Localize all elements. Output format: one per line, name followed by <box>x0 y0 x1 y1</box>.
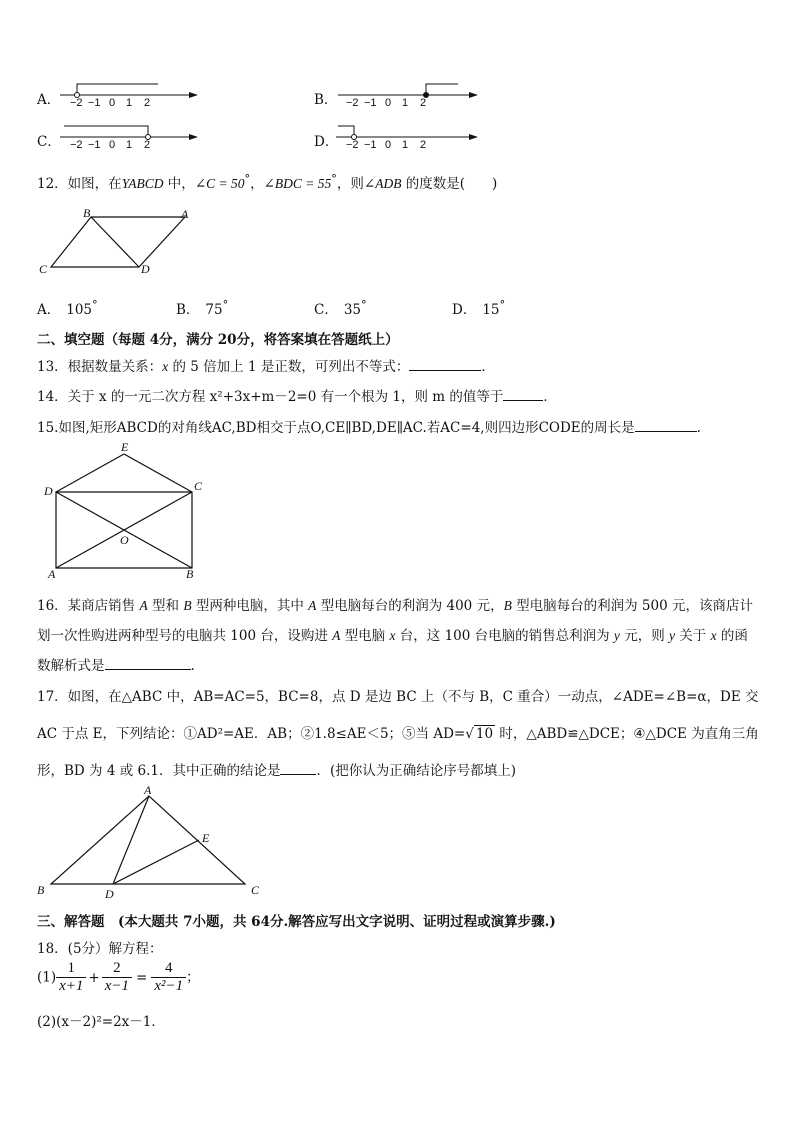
question-12: 12．如图，在YABCD 中，∠C = 50°，∠BDC = 55°，则∠ADB 的度数是( ) <box>37 172 498 192</box>
question-16-line-1: 16．某商店销售 A 型和 B 型两种电脑，其中 A 型电脑每台的利润为 400 元，B 型电脑每台的利润为 500 元，该商店计 <box>37 598 753 614</box>
q12-option-d: D． 15° <box>452 298 506 318</box>
tick-label: 1 <box>126 139 133 151</box>
fraction: $\frac{1}{x+1}$ <box>56 960 86 995</box>
q12-option-b: B． 75° <box>176 298 229 318</box>
tick-label: 0 <box>385 97 392 109</box>
question-18-header: 18．(5分）解方程： <box>37 941 163 957</box>
tick-label: −2 <box>70 139 83 151</box>
parallelogram-symbol: Y <box>121 176 129 191</box>
vertex-label-a: A <box>181 207 189 221</box>
question-17-line-3: 形，BD 为 4 或 6.1．其中正确的结论是 ．(把你认为正确结论序号都填上) <box>37 763 517 779</box>
section-3-title: 三、解答题 (本大题共 7小题，共 64分.解答应写出文字说明、证明过程或演算步骤.) <box>37 914 556 930</box>
vertex-label-c: C <box>194 479 203 493</box>
tick-label: 2 <box>144 97 151 109</box>
vertex-label-a: A <box>48 567 56 581</box>
vertex-label-d: D <box>44 484 53 498</box>
option-c-label: C． <box>37 134 61 150</box>
vertex-label-e: E <box>121 440 129 454</box>
rectangle-figure <box>42 440 212 585</box>
tick-label: −2 <box>346 139 359 151</box>
tick-label: 2 <box>420 97 427 109</box>
vertex-label-a: A <box>144 783 152 797</box>
tick-label: −1 <box>88 139 101 151</box>
section-2-title: 二、填空题（每题 4分，满分 20分，将答案填在答题纸上） <box>37 332 399 348</box>
vertex-label-o: O <box>120 533 129 547</box>
question-16-line-3: 数解析式是 . <box>37 658 195 674</box>
vertex-label-c: C <box>251 883 260 897</box>
vertex-label-e: E <box>202 831 210 845</box>
tick-label: 0 <box>109 139 116 151</box>
vertex-label-c: C <box>39 262 48 276</box>
option-a-label: A． <box>37 92 61 108</box>
question-15: 15.如图,矩形ABCD的对角线AC,BD相交于点O,CE∥BD,DE∥AC.若AC=4,则四边形CODE的周长是 . <box>37 420 701 436</box>
tick-label: 1 <box>402 97 409 109</box>
tick-label: 2 <box>144 139 151 151</box>
vertex-label-b: B <box>83 206 91 220</box>
tick-label: 1 <box>126 97 133 109</box>
answer-blank[interactable] <box>503 388 543 401</box>
q12-option-a: A． 105° <box>37 298 98 318</box>
vertex-label-d: D <box>105 887 114 900</box>
question-16-line-2: 划一次性购进两种型号的电脑共 100 台，设购进 A 型电脑 x 台，这 100 台电脑的销售总利润为 y 元，则 y 关于 x 的函 <box>37 628 748 644</box>
vertex-label-b: B <box>37 883 45 897</box>
tick-label: 0 <box>385 139 392 151</box>
fraction: $\frac{4}{\text{x²−1}}$ <box>151 960 186 995</box>
question-14: 14．关于 x 的一元二次方程 x²+3x+m－2=0 有一个根为 1，则 m 的值等于 ． <box>37 389 557 405</box>
answer-blank[interactable] <box>280 762 316 775</box>
tick-label: 2 <box>420 139 427 151</box>
tick-label: −1 <box>88 97 101 109</box>
tick-label: 0 <box>109 97 116 109</box>
q12-option-c: C． 35° <box>314 298 367 318</box>
tick-label: −2 <box>70 97 83 109</box>
question-18-part-1: (1) $\frac{1}{x+1}$ + $\frac{2}{x-1}$ = $\frac{4}{\text{x²−1}}$ ； <box>37 960 200 994</box>
answer-blank[interactable] <box>105 657 191 670</box>
number-line-b <box>338 80 480 110</box>
answer-blank[interactable] <box>635 419 697 432</box>
option-d-label: D． <box>314 134 339 150</box>
vertex-label-b: B <box>186 567 194 581</box>
tick-label: 1 <box>402 139 409 151</box>
answer-blank[interactable] <box>409 358 481 371</box>
option-b-label: B． <box>314 92 338 108</box>
tick-label: −1 <box>364 97 377 109</box>
question-17-line-1: 17．如图，在△ABC 中，AB=AC=5，BC=8，点 D 是边 BC 上（不与 B，C 重合）一动点，∠ADE=∠B=α，DE 交 <box>37 689 759 705</box>
tick-label: −1 <box>364 139 377 151</box>
question-18-part-2: (2)(x－2)²=2x－1． <box>37 1014 165 1030</box>
tick-label: −2 <box>346 97 359 109</box>
question-13: 13．根据数量关系：x 的 5 倍加上 1 是正数，可列出不等式： ． <box>37 359 495 375</box>
parallelogram-figure <box>35 205 205 280</box>
fraction: $\frac{2}{x-1}$ <box>102 960 132 995</box>
triangle-figure <box>33 780 273 900</box>
question-17-line-2: AC 于点 E，下列结论：①AD²=AE．AB；②1.8≤AE＜5；⑤当 AD=√ 10 时，△ABD≌△DCE；④△DCE 为直角三角 <box>37 726 759 742</box>
vertex-label-d: D <box>141 262 150 276</box>
